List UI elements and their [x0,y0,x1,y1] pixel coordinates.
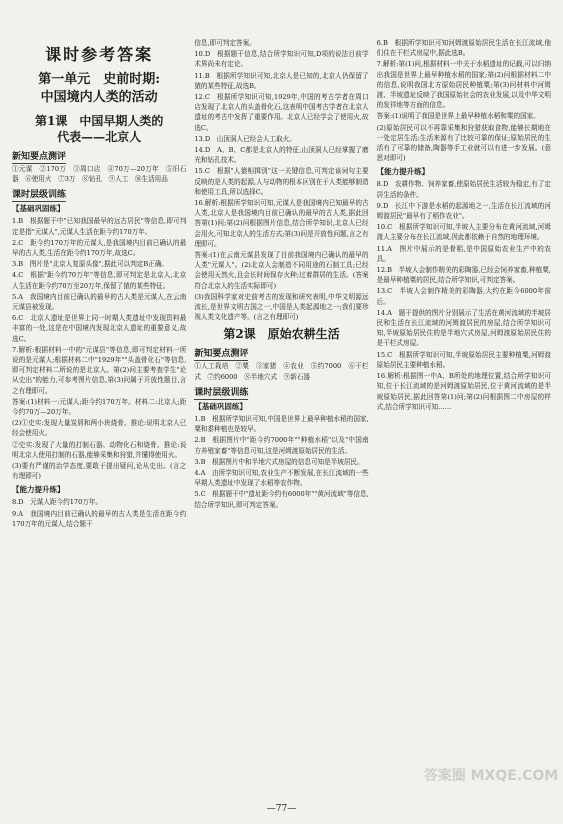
lesson-2-new-knowledge: ①人工栽培 ②粟 ③家猪 ④农业 ⑤约7000 ⑥干栏式 ⑦约6000 ⑧半地穴式 ⑨新石器 [194,362,369,381]
unit-title [12,71,186,107]
answer-item: 15.C 根据所学知识可知,半坡原始居民主要种植粟,河姆渡原始居民主要种植水稻。 [376,350,551,369]
class-training-heading: 课时层级训练 [194,387,249,398]
answer-item: 13.D 山顶洞人已经会人工取火。 [194,134,296,143]
answer-item: 14.A 题干提供的图片分别展示了生活在黄河流域的半坡居民和生活在长江流域的河姆渡居民的房屋,结合所学知识可知,半坡原始居民住的是半地穴式房屋,河姆渡原始居民住的是干栏式房屋。 [376,308,551,348]
new-knowledge-heading: 新知要点测评 [12,152,67,162]
page-number: —77— [266,804,297,814]
answer-item: 1.B 根据所学知识可知,中国是世界上最早种植水稻的国家,粟和黍种植也是较早。 [194,414,369,434]
answer-item: 8.D 元谋人距今约170万年。 [12,498,103,507]
answer-item: 5.C 根据题干中"遗址距今约有6000年""黄河流域"等信息,结合所学知识,即可判定答案。 [194,490,369,509]
answer-item: (2)①史实:发现大量炭屑和两小块烧骨。推论:说明北京人已经会使用火。 [12,419,187,438]
answer-item: 15.C 根据"人猿相揖别"这一关键信息,可判定该词句主要反映的是人类的起源,人与动物的根本区别在于人类能够制造和使用工具,所以选择C。 [194,167,369,196]
answer-item: 7.解析:第(1)问,根据材料一中关于水稻遗址的记载,可以归纳出我国是世界上最早种植水稻的国家;第(2)问根据材料二中的信息,说明我国北方原始居民种植粟;第(3)问材料中河姆渡、半坡遗址反映了我国原始社会的农业发展,以及中华文明的发祥地等方面的信息。 [376,60,551,110]
answer-item: 答案:(1)在云南元谋县发现了目前我国境内已确认的最早的人类"元谋人"。(2)北京人会制造不同用途的石制工具;已经会使用天然火,且会长时间保存火种;过着群居的生活。(答案符合北京人的生活实际即可) [194,251,369,290]
answer-item: 10.D 根据题干信息,结合所学知识可知,D项的说法目前学术界尚未有定论。 [194,50,369,69]
answer-item: 16.解析:根据图一中A、B所处的地理位置,结合所学知识可知,位于长江流域的是河姆渡原始居民,位于黄河流域的是半坡原始居民,据此回答第(1)问;第(2)问根据图二中房屋的样式,结合所学知识可知…… [376,372,551,411]
answer-item: 4.A 由所学知识可知,农业生产不断发展,在长江流域的一些早期人类遗址中发现了水稻等农作物。 [194,468,369,488]
column-3 [377,38,551,794]
answer-item: 2.B 根据图片中"距今约7000年""种植水稻"以及"中国南方养殖家畜"等信息可知,这是河姆渡原始居民的生活。 [194,436,369,455]
answer-item: 11.B 根据所学知识可知,北京人是已知的,北京人仍保留了猿的某些特征,故选B。 [194,71,369,90]
answer-item: 1.B 根据题干中"已知我国最早的远古居民"等信息,即可判定是指"元谋人",元谋人生活在距今约170万年。 [12,217,187,236]
answer-item: 6.B 根据所学知识可知河姆渡原始居民生活在长江流域,他们住在干栏式房屋中,据此选B。 [376,39,551,58]
answer-item: 2.C 距今约170万年的元谋人,是我国境内目前已确认的最早的古人类,生活在距今约170万年,故选C。 [12,238,187,258]
answer-item: 9.D 长江中下游是水稻的起源地之一,生活在长江流域的河姆渡居民"最早有了稻作农业"。 [376,201,551,221]
answer-item: 4.C 根据"距今约70万年"等信息,即可判定是北京人,北京人生活在距今约70万至20万年,保留了猿的某些特征。 [12,271,187,290]
answer-item: 6.C 北京人遗址是世界上同一时期人类遗址中发现资料最丰富的一处,这是在中国境内发现北京人遗址的重要意义,故选C。 [12,314,187,343]
answer-item: 13.C 半坡人会制作精美的彩陶器,大约在距今6000年前后。 [376,287,551,306]
answer-item: 答案:(1)材料一:元谋人;距今约170万年。材料二:北京人;距今约70万—20万年。 [12,397,187,417]
answer-item: 11.A 图片中展示的是骨耜,是中国原始农业生产中的农具。 [376,244,551,263]
answer-item: 12.C 根据所学知识可知,1929年,中国的考古学者在周口店发现了北京人的头盖骨化石,这表明中国考古学者在北京人遗址的考古中发挥了重要作用。北京人已经学会了使用火,故选C。 [194,93,369,132]
ability-improvement-heading: 【能力提升练】 [12,485,65,495]
lesson-1-title-line-2: 代表——北京人 [57,130,142,144]
basic-consolidation-heading: 【基础巩固练】 [12,204,65,214]
lesson-2-title: 第2课 原始农耕生活 [223,327,340,342]
answer-item: 12.B 半坡人会制作精美的彩陶器,已经会饲养家畜,种植粟,是最早种植粟的居民,结合所学知识,可判定答案。 [376,266,551,285]
column-1 [12,38,186,794]
answer-item: 7.解析:根据材料一中的"元谋县"等信息,即可判定材料一所说的是元谋人;根据材料二中"1929年""头盖骨化石"等信息,即可判定材料二所说的是北京人。第(2)问主要考查学生"论从史出"的能力,可参考图片信息,第(3)问属于开放性题目,言之有理即可。 [12,345,187,395]
answer-item: 3.B 图片是"北京人复原头像",据此可以判定B正确。 [12,260,169,269]
answer-item: 14.D A、B、C都是北京人的特征,山顶洞人已经掌握了磨光和钻孔技术。 [194,146,369,165]
answer-item: (2)原始居民可以不再靠采集和狩猎获取食物,能够长期地在一处定居生活;生活来源有了比较可靠的保证;原始居民的生活有了可靠的储备,陶器等手工业就可以有进一步发展。(意思对即可) [376,123,551,163]
site-watermark-logo [423,760,559,804]
new-knowledge-heading: 新知要点测评 [194,349,249,360]
lesson-1-new-knowledge: ①元谋 ②170万 ③周口店 ④70万—20万年 ⑤旧石器 ⑥使用火 ⑦3万 ⑧钻孔 ⑨人工 ⑩生活用品 [12,165,187,184]
lesson-1-title-line-1: 第1课 中国早期人类的 [34,114,164,128]
watermark-text: 答案圈 MXQE.COM [423,768,559,784]
column-2 [194,38,368,794]
basic-consolidation-heading: 【基础巩固练】 [194,401,247,411]
answer-item: 16.解析:根据所学知识可知,元谋人是我国境内已知最早的古人类,北京人是我国境内目前已确认的最早的古人类,据此回答第(1)问;第(2)问根据图片信息,结合所学知识,北京人已经会用火,可知北京人的生活方式;第(3)问是开放性问题,言之有理即可。 [194,199,369,248]
unit-title-line-1: 第一单元 史前时期: [38,72,161,87]
three-column-layout [12,38,551,794]
answer-item: (3)要有严谨的治学态度,要敢于提出疑问,论从史出。(言之有理即可) [12,462,187,481]
answer-item: 信息,即可判定答案。 [194,39,256,47]
answer-item: 3.B 根据图片中和半地穴式房屋的信息可知是半坡居民。 [194,457,364,466]
answer-item: 答案:(1)说明了我国是世界上最早种植水稻和粟的国家。 [376,112,540,121]
unit-title-line-2: 中国境内人类的活动 [40,90,158,105]
answer-item: ②史实:发现了大量的打制石器、动物化石和烧骨。推论:说明北京人使用打制的石器,能够采集和狩猎,并懂得使用火。 [12,440,187,459]
answer-item: (3)我国科学家对史前考古的发现和研究表明,中华文明源远流长,是世界文明古国之一,中国是人类起源地之一;我们要珍视人类文化遗产等。(言之有理即可) [194,292,369,322]
ability-improvement-heading: 【能力提升练】 [376,167,430,177]
answer-item: 5.A 我国境内目前已确认的最早的古人类是元谋人,在云南元谋县被发现。 [12,292,187,312]
class-training-heading: 课时层级训练 [12,190,67,201]
answer-item: 9.A 我国境内目前已确认的最早的古人类是生活在距今约170万年的元谋人,结合题干 [12,509,187,528]
answer-item: 8.D 农耕作物、饲养家畜,使原始居民生活较为稳定,有了定居生活的条件。 [376,180,551,199]
answer-item: 10.C 根据所学知识可知,半坡人主要分布在黄河流域,河姆渡人主要分布在长江流域,因此都依赖于自然的地理环境。 [376,223,551,242]
page-title: 课时参考答案 [45,45,154,64]
lesson-1-title [12,113,186,145]
